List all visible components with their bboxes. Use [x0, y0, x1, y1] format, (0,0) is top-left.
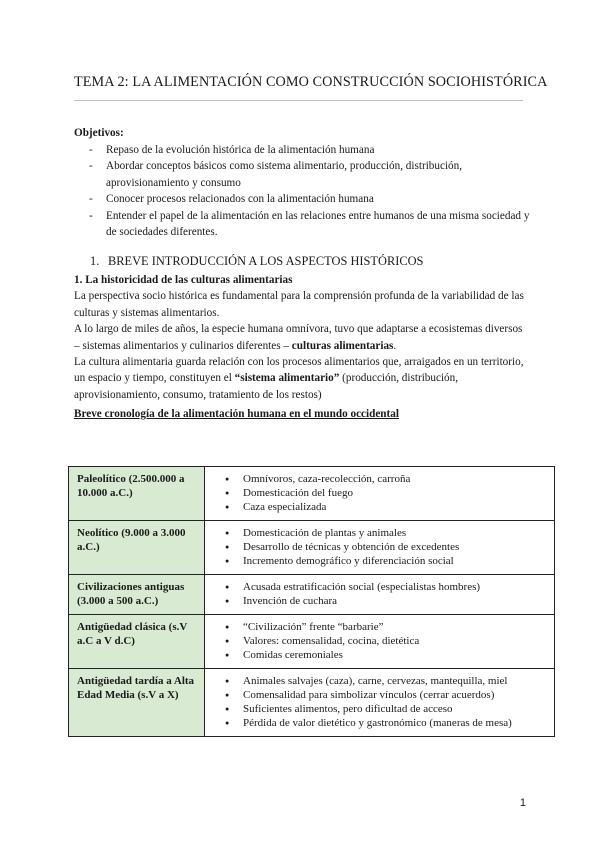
subsection-heading: 1. La historicidad de las culturas alimentarias — [74, 274, 293, 286]
events-cell — [205, 521, 555, 575]
table-row — [69, 521, 555, 575]
event-item: ● Caza especializada — [213, 500, 546, 514]
event-item: ● Invención de cuchara — [213, 594, 546, 608]
event-item: ● Suficientes alimentos, pero dificultad de acceso — [213, 702, 546, 716]
events-list — [213, 674, 546, 730]
page-number: 1 — [519, 797, 526, 809]
event-item: ● Desarrollo de técnicas y obtención de excedentes — [213, 540, 546, 554]
period-cell: Civilizaciones antiguas (3.000 a 500 a.C.) — [69, 575, 205, 615]
period-cell: Neolítico (9.000 a 3.000 a.C.) — [69, 521, 205, 575]
paragraph-2-end: . — [393, 339, 397, 352]
table-row — [69, 467, 555, 521]
table-row — [69, 669, 555, 737]
paragraph-2-text: A lo largo de miles de años, la especie humana omnívora, tuvo que adaptarse a ecosistemas diversos – sistemas alimentarios y culinarios diferentes – — [74, 323, 523, 352]
section-number: 1. — [90, 254, 100, 268]
event-item: ● “Civilización” frente “barbarie” — [213, 620, 546, 634]
event-item: ● Incremento demográfico y diferenciación social — [213, 554, 546, 568]
period-cell: Antigüedad clásica (s.V a.C a V d.C) — [69, 615, 205, 669]
table-row — [69, 615, 555, 669]
events-list — [213, 472, 546, 514]
section-body — [74, 272, 529, 403]
objective-item: - Conocer procesos relacionados con la alimentación humana — [74, 191, 534, 208]
section-title: BREVE INTRODUCCIÓN A LOS ASPECTOS HISTÓRICOS — [108, 254, 424, 268]
objectives-block — [74, 125, 534, 241]
objectives-list — [74, 142, 534, 241]
event-item: ● Pérdida de valor dietético y gastronómico (maneras de mesa) — [213, 716, 546, 730]
paragraph-3-tail: (producción, distribución, aprovisionamiento, consumo, tratamiento de los restos) — [74, 372, 459, 401]
paragraph-2 — [74, 321, 529, 354]
event-item: ● Domesticación del fuego — [213, 486, 546, 500]
period-cell: Paleolítico (2.500.000 a 10.000 a.C.) — [69, 467, 205, 521]
objective-item: - Entender el papel de la alimentación en las relaciones entre humanos de una misma sociedad y de sociedades diferentes. — [74, 208, 534, 241]
event-item: ● Omnívoros, caza-recolección, carroña — [213, 472, 546, 486]
chronology-table — [68, 466, 555, 737]
paragraph-3-bold: “sistema alimentario” — [234, 372, 340, 385]
events-list — [213, 580, 546, 608]
event-item: ● Acusada estratificación social (especialistas hombres) — [213, 580, 546, 594]
period-cell: Antigüedad tardía a Alta Edad Media (s.V a X) — [69, 669, 205, 737]
events-cell — [205, 615, 555, 669]
events-list — [213, 526, 546, 568]
events-cell — [205, 467, 555, 521]
event-item: ● Comidas ceremoniales — [213, 648, 546, 662]
section-heading — [74, 254, 534, 269]
event-item: ● Domesticación de plantas y animales — [213, 526, 546, 540]
events-cell — [205, 669, 555, 737]
event-item: ● Valores: comensalidad, cocina, dietética — [213, 634, 546, 648]
table-row — [69, 575, 555, 615]
objective-item: - Repaso de la evolución histórica de la alimentación humana — [74, 142, 534, 159]
event-item: ● Animales salvajes (caza), carne, cervezas, mantequilla, miel — [213, 674, 546, 688]
objective-item: - Abordar conceptos básicos como sistema alimentario, producción, distribución, aprovisionamiento y consumo — [74, 158, 534, 191]
objectives-heading: Objetivos: — [74, 127, 124, 139]
document-title: TEMA 2: LA ALIMENTACIÓN COMO CONSTRUCCIÓN SOCIOHISTÓRICA — [74, 74, 548, 90]
event-item: ● Comensalidad para simbolizar vínculos (cerrar acuerdos) — [213, 688, 546, 702]
paragraph-2-bold: culturas alimentarias — [291, 339, 394, 352]
title-divider — [74, 100, 523, 101]
events-list — [213, 620, 546, 662]
paragraph-3-text: La cultura alimentaria guarda relación con los procesos alimentarios que, arraigados en un territorio, un espacio y tiempo, constituyen el — [74, 356, 524, 385]
events-cell — [205, 575, 555, 615]
paragraph-1: La perspectiva socio histórica es fundamental para la comprensión profunda de la variabilidad de las culturas y sistemas alimentarios. — [74, 290, 524, 319]
paragraph-3 — [74, 354, 529, 403]
chronology-heading: Breve cronología de la alimentación humana en el mundo occidental — [74, 408, 399, 420]
